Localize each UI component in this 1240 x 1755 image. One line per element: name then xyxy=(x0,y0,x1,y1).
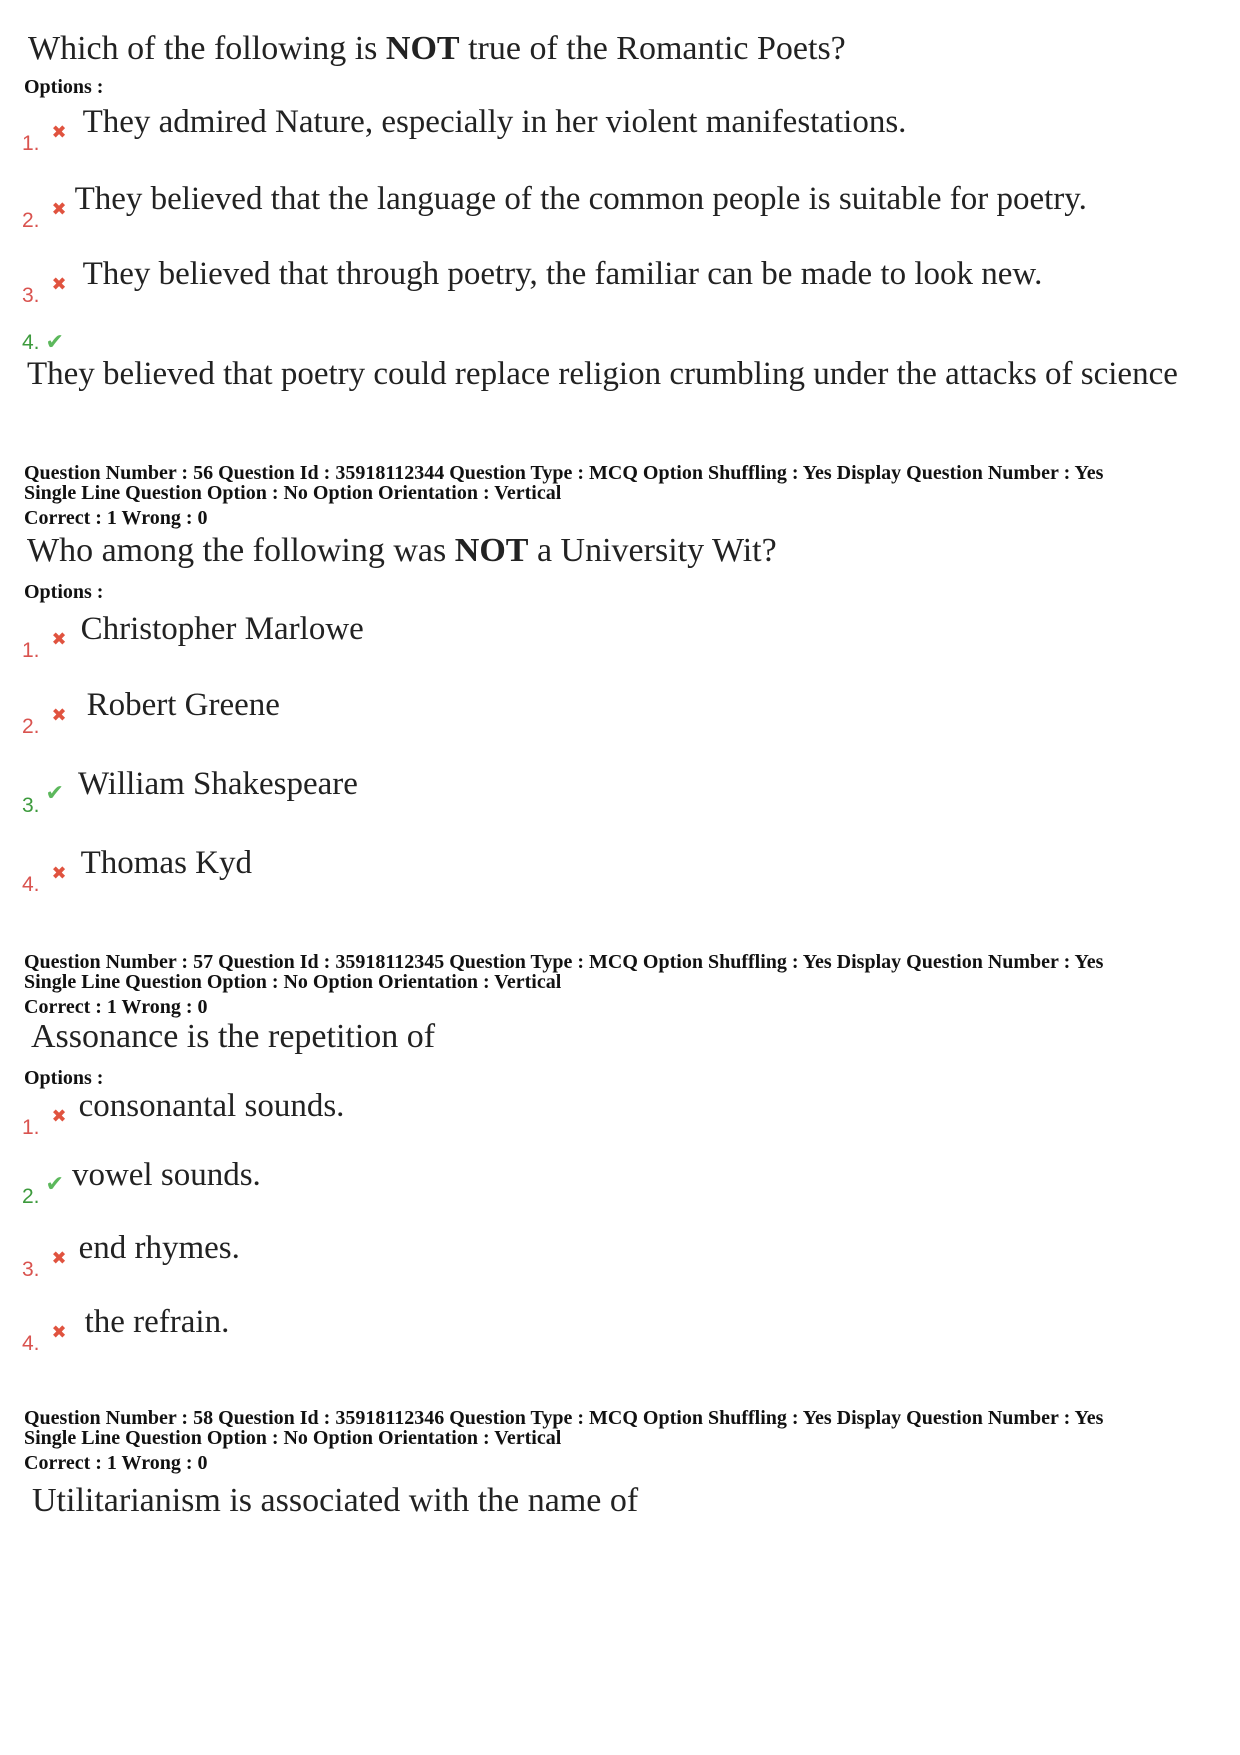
option-number: 2. xyxy=(22,715,40,738)
option-row xyxy=(22,1088,345,1139)
question-text xyxy=(31,1018,435,1056)
option-text: They believed that through poetry, the familiar can be made to look new. xyxy=(82,256,1043,292)
option-number: 3. xyxy=(22,284,40,307)
option-number: 2. xyxy=(22,209,40,232)
option-text: They admired Nature, especially in her violent manifestations. xyxy=(82,104,907,140)
option-row xyxy=(22,845,253,896)
question-meta-line: Question Number : 58 Question Id : 35918112346 Question Type : MCQ Option Shuffling : Yes Display Question Number : Yes xyxy=(24,1407,1104,1429)
option-number: 4. xyxy=(22,1332,40,1355)
option-row xyxy=(22,1230,240,1281)
option-text: They believed that poetry could replace religion crumbling under the attacks of science xyxy=(27,356,1178,392)
wrong-mark-icon: ✖ xyxy=(51,863,67,884)
option-text: consonantal sounds. xyxy=(78,1088,345,1124)
option-number: 3. xyxy=(22,1258,40,1281)
wrong-mark-icon: ✖ xyxy=(51,1248,67,1269)
correct-mark-icon: ✔ xyxy=(45,1172,64,1197)
option-row xyxy=(22,611,364,662)
question-score-line: Correct : 1 Wrong : 0 xyxy=(24,996,208,1018)
options-label: Options : xyxy=(24,581,104,603)
option-text: end rhymes. xyxy=(78,1230,240,1266)
option-number: 4. xyxy=(22,873,40,896)
question-meta-line: Single Line Question Option : No Option Orientation : Vertical xyxy=(24,1427,562,1449)
option-row xyxy=(22,766,358,817)
option-row xyxy=(22,687,280,738)
question-score-line: Correct : 1 Wrong : 0 xyxy=(24,1452,208,1474)
question-text xyxy=(27,532,777,570)
option-number: 1. xyxy=(22,132,40,155)
options-label: Options : xyxy=(24,76,104,98)
option-text: Thomas Kyd xyxy=(80,845,253,881)
option-row xyxy=(22,256,1043,307)
option-text: vowel sounds. xyxy=(71,1157,261,1193)
question-meta-line: Single Line Question Option : No Option Orientation : Vertical xyxy=(24,971,562,993)
wrong-mark-icon: ✖ xyxy=(51,1322,67,1343)
question-text xyxy=(32,1482,638,1520)
correct-mark-icon: ✔ xyxy=(45,781,64,806)
wrong-mark-icon: ✖ xyxy=(51,1106,67,1127)
option-text: They believed that the language of the common people is suitable for poetry. xyxy=(74,181,1087,217)
wrong-mark-icon: ✖ xyxy=(51,274,67,295)
question-text-part: true of the Romantic Poets? xyxy=(459,30,846,67)
option-text: William Shakespeare xyxy=(77,766,358,802)
option-number: 2. xyxy=(22,1185,40,1208)
question-meta-line: Single Line Question Option : No Option Orientation : Vertical xyxy=(24,482,562,504)
question-text-part: Who among the following was xyxy=(27,532,455,569)
option-row xyxy=(22,330,64,355)
question-text-part: a University Wit? xyxy=(528,532,777,569)
question-score-line: Correct : 1 Wrong : 0 xyxy=(24,507,208,529)
option-text: the refrain. xyxy=(84,1304,230,1340)
option-row xyxy=(22,181,1087,232)
wrong-mark-icon: ✖ xyxy=(51,629,67,650)
question-meta-line: Question Number : 57 Question Id : 35918112345 Question Type : MCQ Option Shuffling : Yes Display Question Number : Yes xyxy=(24,951,1104,973)
wrong-mark-icon: ✖ xyxy=(51,199,67,220)
question-meta-line: Question Number : 56 Question Id : 35918112344 Question Type : MCQ Option Shuffling : Yes Display Question Number : Yes xyxy=(24,462,1104,484)
correct-mark-icon: ✔ xyxy=(45,330,64,355)
options-label: Options : xyxy=(24,1067,104,1089)
option-text: Christopher Marlowe xyxy=(80,611,364,647)
option-row xyxy=(22,104,907,155)
question-text xyxy=(28,30,846,68)
question-text-part: Assonance is the repetition of xyxy=(31,1018,436,1055)
option-row xyxy=(22,1157,261,1208)
option-number: 4. xyxy=(22,331,40,354)
option-number: 3. xyxy=(22,794,40,817)
option-text: Robert Greene xyxy=(86,687,280,723)
option-row xyxy=(22,1304,230,1355)
question-text-emphasis: NOT xyxy=(385,30,460,67)
wrong-mark-icon: ✖ xyxy=(51,122,67,143)
option-number: 1. xyxy=(22,639,40,662)
wrong-mark-icon: ✖ xyxy=(51,705,67,726)
question-text-emphasis: NOT xyxy=(454,532,529,569)
question-text-part: Which of the following is xyxy=(28,30,386,67)
option-number: 1. xyxy=(22,1116,40,1139)
question-text-part: Utilitarianism is associated with the name of xyxy=(32,1482,639,1519)
